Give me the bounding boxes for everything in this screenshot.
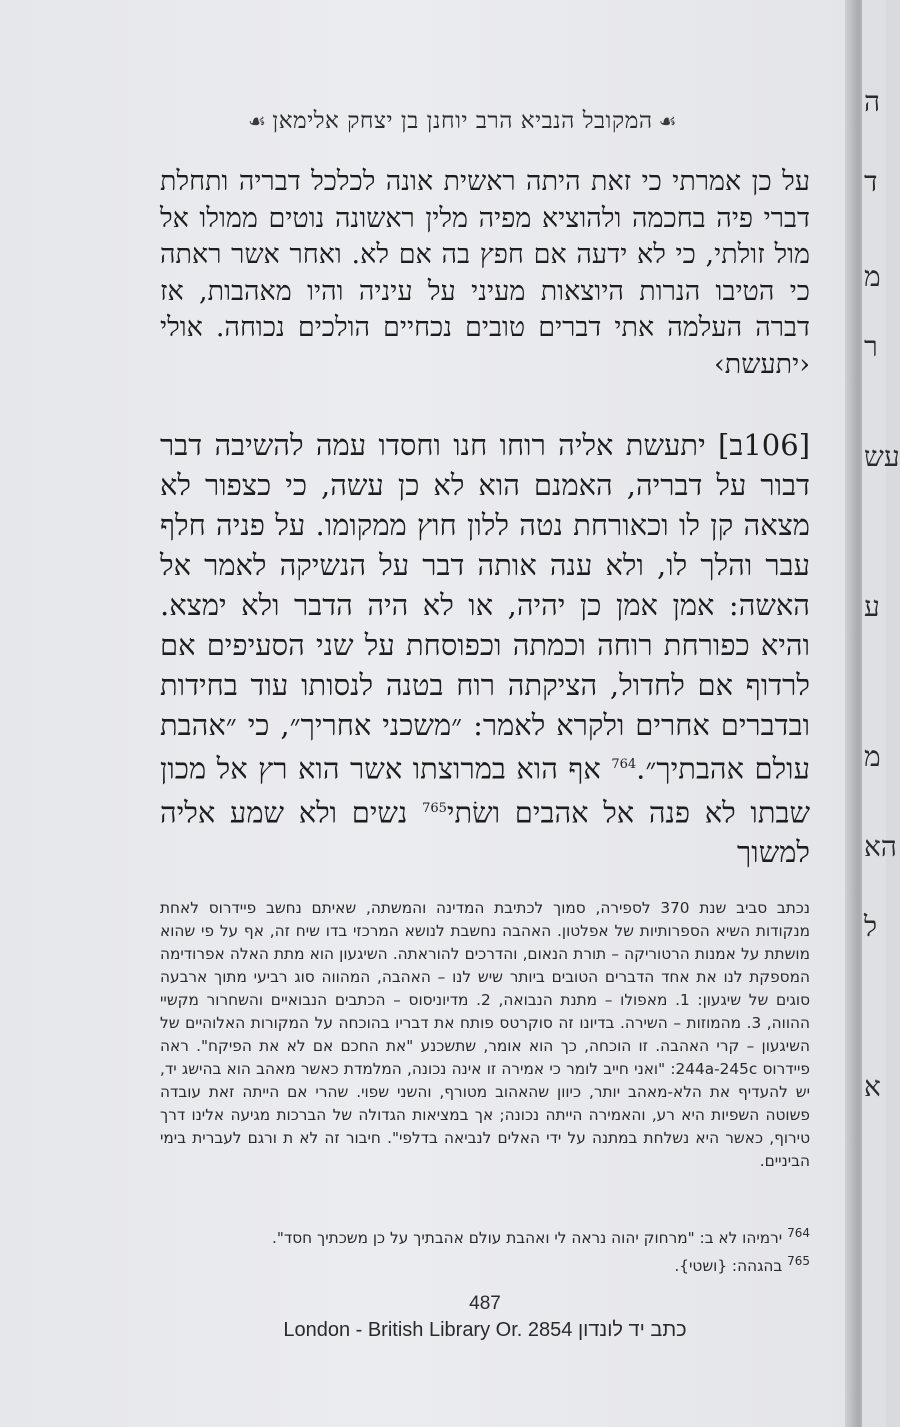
running-header: [160, 108, 765, 134]
paragraph-1: על כן אמרתי כי זאת היתה ראשית אונה לכלכל דבריה ותחלת דברי פיה בחכמה ולהוציא מפיה מלין ראשונה נוטים ממולו אל מול זולתי, כי לא ידעה אם חפץ בה אם לא. ואחר אשר ראתה כי הטיבו הנרות היוצאות מעיני על עיניה והיו מאהבות, אז דברה העלמה אתי דברים טובים נכחיים הולכים נכוחה. אולי ‹יתעשת›: [160, 166, 810, 380]
paragraph-2-text-b: אף הוא במרוצתו אשר הוא רץ אל מכון שבתו לא פנה אל אהבים ושׂתי: [160, 751, 811, 830]
footnote-text: ירמיהו לא ב: "מרחוק יהוה נראה לי ואהבת עולם אהבתיך על כן משכתיך חסד".: [271, 1229, 783, 1248]
page-number: 487: [469, 1293, 501, 1314]
footnote-ref-764: 764: [611, 757, 637, 772]
adjacent-fragment: ר: [864, 330, 878, 363]
folio-marker: [106ב]: [718, 428, 811, 462]
footnote-number: 765: [787, 1254, 810, 1269]
footnote-list: [160, 1222, 810, 1278]
adjacent-fragment: מ: [864, 260, 881, 293]
ornament-icon: ☙: [247, 109, 267, 133]
footnote-number: 764: [787, 1226, 810, 1240]
source-line: London - British Library Or. 2854 כתב יד לונדון: [283, 1319, 687, 1341]
paragraph-2-text-c: נשים ולא שמע אליה למשוך: [160, 795, 810, 870]
adjacent-fragment: ה: [864, 85, 881, 118]
ornament-icon: ☙: [658, 109, 678, 133]
footnote-ref-765: 765: [422, 800, 447, 816]
header-title: המקובל הנביא הרב יוחנן בן יצחק אלימאן: [272, 108, 653, 134]
paragraph-2-text-a: יתעשת אליה רוחו חנו וחסדו עמה להשיבה דבר דבור על דבריה, האמנם הוא לא כן עשה, כי כצפור לא מצאה קן לו וכאורחת נטה ללון חוץ ממקומו. על פניה חלף עבר והלך לו, ולא ענה אותה דבר על הנשיקה לאמר אל האשה: אמן אמן כן יהיה, או לא היה הדבר ולא ימצא. והיא כפורחת רוחה וכמתה וכפוסחת על שני הסעיפים אם לרדוף אם לחדול, הציקתה רוח בטנה לנסותו עוד בחידות ובדברים אחרים ולקרא לאמר: ״משכני אחריך״, כי ״אהבת עולם אהבתיך״.: [160, 428, 811, 786]
footnote-765: [160, 1250, 810, 1278]
paragraph-2: [160, 425, 810, 872]
adjacent-fragment: מ: [864, 740, 881, 773]
footnote-continued: נכתב סביב שנת 370 לספירה, סמוך לכתיבת המדינה והמשתה, שאיתם נחשב פיידרוס לאחת מנקודות השיא הספרותיות של אפלטון. האהבה נחשבת לנושא המרכזי בדו שיח זה, אף על פי שהוא מושתת על אמנות הרטוריקה – תורת הנאום, והדרכים להוראתה. השיגעון הוא מתת האלה אפרודימה המספקת לנו את אחד הדברים הטובים ביותר שיש לנו – האהבה, המהווה סוג רביעי מתוך ארבעה סוגים של שיגעון: 1. מאפולו – מתנת הנבואה, 2. מדיוניסוס – הכתבים הנבואיים והשחרור מקשיי ההווה, 3. מהמוזות – השירה. בדיונו זה סוקרטס פותח את דבריו בהוכחה על המקורות האלוהיים של השיגעון – קרי האהבה. זו הוכחה, כך הוא אומר, שתשכנע "את החכם אם לא את הפיקח". ראה פיידרוס 244a-245c: "ואני חייב לומר כי אמירה זו אינה נכונה, המלמדת כאשר מאהב הוא בהישג יד, יש להעדיף את הלא-מאהב יותר, כיוון שהאהוב מטורף, והשני שפוי. שהרי אם הייתה זאת עובדה פשוטה השפיות היא רע, והאמירה הייתה נכונה; אך במציאות הגדולה של הברכות מגיעה אלינו דרך טירוף, כאשר היא נשלחת במתנה על ידי האלים לנביאה בדלפי". חיבור זה לא ת ורגם לעברית בימי הביניים.: [160, 899, 811, 1170]
adjacent-fragment: הא: [864, 830, 897, 863]
footnote-764: [160, 1222, 810, 1250]
adjacent-fragment: א: [864, 1070, 881, 1103]
adjacent-fragment: ד: [864, 165, 878, 198]
adjacent-page-edge: [862, 0, 900, 1427]
footnote-text: בהגהה: {ושטי}.: [674, 1257, 783, 1276]
adjacent-fragment: ל: [864, 910, 878, 943]
adjacent-fragment: עש: [864, 440, 900, 473]
adjacent-fragment: ע: [864, 590, 880, 623]
